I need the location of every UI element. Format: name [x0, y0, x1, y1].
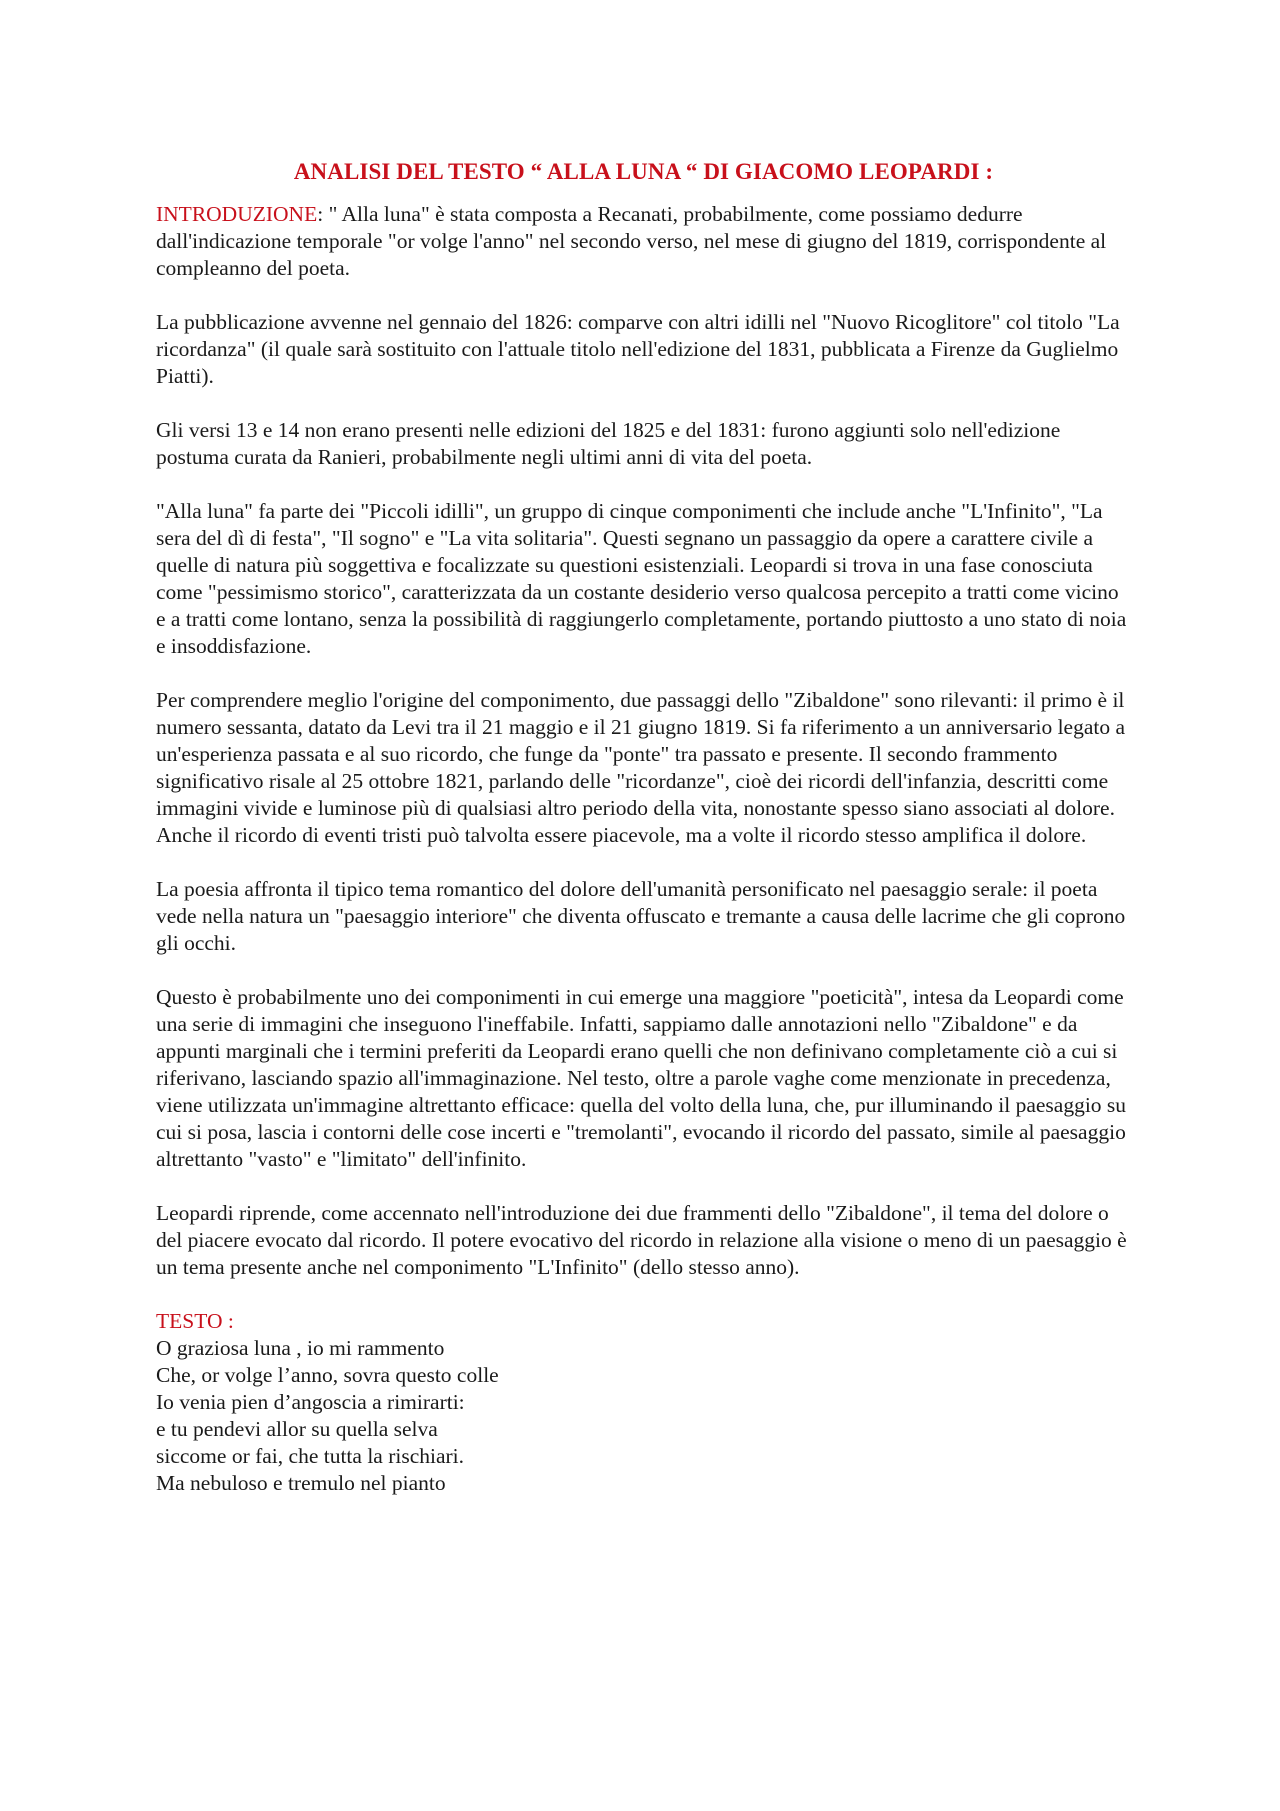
paragraph-romantic-theme: La poesia affronta il tipico tema romantico del dolore dell'umanità personificato nel paesaggio serale: il poeta vede nella natura un "paesaggio interiore" che diventa offuscato e tremante a causa delle lacrime che gli coprono gli occhi. — [156, 877, 1126, 955]
paragraph-piccoli-idilli: "Alla luna" fa parte dei "Piccoli idilli", un gruppo di cinque componimenti che include anche "L'Infinito", "La sera del dì di festa", "Il sogno" e "La vita solitaria". Questi segnano un passaggio da opere a carattere civile a quelle di natura più soggettiva e focalizzate su questioni esistenziali. Leopardi si trova in una fase conosciuta come "pessimismo storico", caratterizzata da un costante desiderio verso qualcosa percepito a tratti come vicino e a tratti come lontano, senza la possibilità di raggiungerlo completamente, portando piuttosto a uno stato di noia e insoddisfazione. — [156, 499, 1127, 658]
poem-label: TESTO : — [156, 1309, 234, 1333]
poem-line: siccome or fai, che tutta la rischiari. — [156, 1444, 465, 1468]
paragraph-publication: La pubblicazione avvenne nel gennaio del 1826: comparve con altri idilli nel "Nuovo Ricoglitore" col titolo "La ricordanza" (il quale sarà sostituito con l'attuale titolo nell'edizione del 1831, pubblicata a Firenze da Guglielmo Piatti). — [156, 310, 1120, 388]
paragraph-verses: Gli versi 13 e 14 non erano presenti nelle edizioni del 1825 e del 1831: furono aggiunti solo nell'edizione postuma curata da Ranieri, probabilmente negli ultimi anni di vita del poeta. — [156, 418, 1061, 469]
paragraph-poeticita: Questo è probabilmente uno dei componimenti in cui emerge una maggiore "poeticità", intesa da Leopardi come una serie di immagini che inseguono l'ineffabile. Infatti, sappiamo dalle annotazioni nello "Zibaldone" e da appunti marginali che i termini preferiti da Leopardi erano quelli che non definivano completamente ciò a cui si riferivano, lasciando spazio all'immaginazione. Nel testo, oltre a parole vaghe come menzionate in precedenza, viene utilizzata un'immagine altrettanto efficace: quella del volto della luna, che, pur illuminando il paesaggio su cui si posa, lascia i contorni delle cose incerti e "tremolanti", evocando il ricordo del passato, simile al paesaggio altrettanto "vasto" e "limitato" dell'infinito. — [156, 985, 1127, 1171]
intro-text: : " Alla luna" è stata composta a Recanati, probabilmente, come possiamo dedurre dall'indicazione temporale "or volge l'anno" nel secondo verso, nel mese di giugno del 1819, corrispondente al compleanno del poeta. — [156, 202, 1107, 280]
document-title: ANALISI DEL TESTO “ ALLA LUNA “ DI GIACOMO LEOPARDI : — [293, 159, 994, 184]
document-body — [156, 150, 1131, 1497]
intro-paragraph — [156, 201, 1131, 282]
paragraph-zibaldone-origin: Per comprendere meglio l'origine del componimento, due passaggi dello "Zibaldone" sono rilevanti: il primo è il numero sessanta, datato da Levi tra il 21 maggio e il 21 giugno 1819. Si fa riferimento a un anniversario legato a un'esperienza passata e al suo ricordo, che funge da "ponte" tra passato e presente. Il secondo frammento significativo risale al 25 ottobre 1821, parlando delle "ricordanze", cioè dei ricordi dell'infanzia, descritti come immagini vivide e luminose più di qualsiasi altro periodo della vita, nonostante spesso siano associati al dolore. Anche il ricordo di eventi tristi può talvolta essere piacevole, ma a volte il ricordo stesso amplifica il dolore. — [156, 688, 1126, 847]
poem-section — [156, 1308, 1131, 1497]
intro-label: INTRODUZIONE — [156, 202, 318, 226]
poem-line: O graziosa luna , io mi rammento — [156, 1336, 445, 1360]
poem-line: Che, or volge l’anno, sovra questo colle — [156, 1363, 499, 1387]
paragraph-memory-theme: Leopardi riprende, come accennato nell'introduzione dei due frammenti dello "Zibaldone", il tema del dolore o del piacere evocato dal ricordo. Il potere evocativo del ricordo in relazione alla visione o meno di un paesaggio è un tema presente anche nel componimento "L'Infinito" (dello stesso anno). — [156, 1201, 1127, 1279]
poem-line: Io venia pien d’angoscia a rimirarti: — [156, 1390, 465, 1414]
poem-line: e tu pendevi allor su quella selva — [156, 1417, 438, 1441]
poem-line: Ma nebuloso e tremulo nel pianto — [156, 1471, 446, 1495]
